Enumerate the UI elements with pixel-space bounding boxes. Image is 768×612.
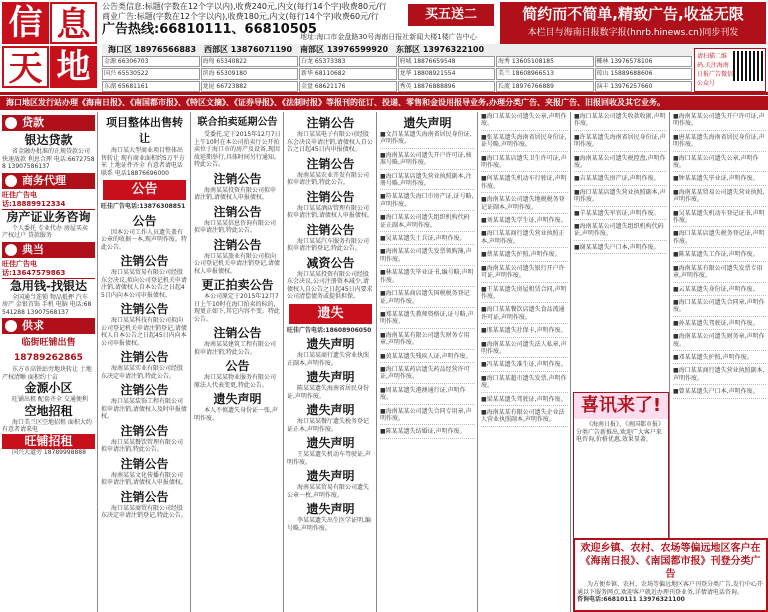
notice-line: ■文昌某某遗失海南省居民身份证,声明作废。	[380, 131, 475, 149]
notice-line: ■羊某某遗失军官证,声明作废。	[574, 210, 667, 220]
ad-body: 李某某遗失出生医学证明,编号略,声明作废。	[287, 517, 371, 532]
ad-body: 陈某某遗失海南省居民身份证,声明作废。	[287, 385, 370, 400]
welcome-box	[573, 538, 768, 612]
notice-line: ■海南某某有限公司遗失企业法人营业执照副本,声明作废。	[481, 409, 568, 427]
notice-list	[574, 113, 667, 254]
ad-title: 注销公告	[120, 350, 169, 364]
ad-body: 海口某某贸易有限公司经股东会决议,拟向公司登记机关申请注销,请债权人自本公告之日起45日内向本公司申报债权。	[101, 269, 187, 299]
notice-line: ■王某某遗失房屋租赁合同,声明作废。	[481, 286, 568, 304]
ad-body: 海口某某科技有限公司拟向公司登记机关申请注销登记,请债权人自本公告之日起45日内向本公司申报债权。	[101, 317, 187, 347]
notice-line: ■曾某某遗失户口本,声明作废。	[673, 388, 766, 398]
ad-title: 空地招租	[24, 403, 73, 418]
ad-title: 更正拍卖公告	[201, 278, 274, 292]
ad-body: 因本公司工作人员遗失盖有公章的收据一本,现声明作废。特此公告。	[101, 228, 187, 251]
office-phone: 东部区 13976322100	[396, 45, 485, 54]
ad-body: 海口某某投资有限公司经股东会决议,公司注册资本减少,请债权人自公告之日起45日内要求公司清偿债务或提供担保。	[287, 270, 373, 300]
notice-line: ■海口某某公司遗失公章,声明作废。	[673, 155, 766, 173]
column-8	[671, 112, 768, 612]
ad-body: 海口某某餐饮管理有限公司拟申请注销,特此公告。	[101, 438, 184, 453]
notice-line: ■海口某某公司遗失收款收据,声明作废。	[574, 113, 667, 131]
ad-title: 注销公告	[120, 383, 169, 397]
notice-line: ■钟某某遗失毕业证,声明作废。	[673, 175, 766, 185]
masthead	[0, 0, 768, 95]
ad-title: 遗失声明	[306, 337, 355, 351]
notice-line: ■谢某某遗失户口本,声明作废。	[574, 244, 667, 254]
column-6	[479, 112, 571, 612]
ad-body: 省金融办批准的正规贷款公司 快速放款 利息合理 电话:66727588 13907586137	[2, 148, 95, 170]
ad-title: 遗失声明	[306, 502, 355, 516]
ad-title: 公告	[225, 359, 250, 373]
ad-body: 海南某某建筑工程有限公司拟申请注销,特此公告。	[194, 341, 277, 356]
ad-body: 全国通当连锁 物品抵押 汽车 房产 金银首饰 手机 电脑 电话:68541288 13907568137	[2, 293, 92, 316]
ad-body: 海口某大型商业项目整体出售转让 现有商业面积约5万平方米 土地证件齐全 有意者请电话联系 电话18876696000	[101, 147, 185, 177]
ad-body: 海南某某文化传播有限公司拟申请注销,请债权人申报债权。	[101, 471, 187, 486]
notice-line: ■唐某某遗失海南省居民身份证,声明作废。	[673, 134, 766, 152]
column-5	[378, 112, 478, 612]
ad-body: 旺铺出租 配套齐全 交通便利	[12, 396, 88, 403]
pawn-icon	[5, 244, 17, 256]
ad-body: 王某某遗失机动车驾驶证,声明作废。	[287, 451, 371, 466]
column-4	[285, 112, 377, 612]
notice-line: ■海口某某店遗失卫生许可证,声明作废。	[481, 155, 568, 173]
ad-title: 银达贷款	[24, 133, 73, 147]
ad-title: 项目整体出售转让	[106, 116, 183, 145]
notice-line: ■海南某某公司遗失地税税务登记证副本,声明作废。	[481, 196, 568, 214]
welcome-title: 欢迎乡镇、农村、农场等偏远地区客户在《海南日报》、《南国都市报》刊登分类广告	[580, 543, 761, 580]
office-phone: 南部区 13976599920	[300, 45, 389, 54]
ad-title: 急用钱-找银达	[10, 278, 87, 293]
notice-line: ■陈某某遗失工作证,声明作废。	[673, 251, 766, 261]
ad-title: 遗失声明	[306, 469, 355, 483]
qr-caption: 请扫描二维码,关注海南日报广告微信公众号	[697, 53, 734, 87]
notice-line: ■梁某某遗失驾驶证,声明作废。	[481, 396, 568, 406]
office-phone: 西部区 13876071190	[204, 45, 293, 54]
section-tag: 贷款	[2, 115, 95, 131]
notice-line: ■海口某某店遗失营业执照副本,声明作废。	[574, 189, 667, 207]
notice-line: ■陈某某遗失结婚证,声明作废。	[380, 428, 475, 438]
price-line: 商业广告:标题(字数在12个字以内),收费180元,内文(每行14个字)收费60元/行	[102, 12, 379, 21]
ad-title: 注销公告	[213, 237, 262, 252]
notice-line: ■许某某遗失海南省居民身份证,声明作废。	[574, 134, 667, 152]
notice-line: ■海南某某公司遗失银行开户许可证,声明作废。	[481, 265, 568, 283]
ad-title: 遗失声明	[306, 370, 355, 384]
welcome-phone: 咨询电话:66810111 13976321100	[577, 596, 685, 603]
ad-title: 临街旺铺出售 18789262865	[14, 338, 83, 363]
notice-line: ■海口某某店遗失税务登记证,声明作废。	[673, 230, 766, 248]
ad-title: 注销公告	[306, 222, 355, 237]
ad-body: 海口某某电子有限公司经股东会决议申请注销,请债权人自公告之日起45日内申报债权。	[287, 131, 373, 153]
ad-body: 海南某某农业开发有限公司拟申请注销,特此公告。	[287, 171, 370, 186]
notice-line: ■何某某遗失机动车行驶证,声明作废。	[481, 175, 568, 193]
office-phone: 海口区 18976566883	[108, 45, 197, 54]
notice-line: ■吴某某遗失士兵证,声明作废。	[380, 235, 475, 245]
good-news-box	[573, 392, 669, 552]
notice-line: ■海南某某公司遗失法人私章,声明作废。	[481, 341, 568, 359]
notice-line: ■邓某某遗失护照,声明作废。	[673, 354, 766, 364]
ad-body: 本人不慎遗失身份证一张,声明作废。	[194, 407, 278, 422]
notice-line: ■周某某遗失港澳通行证,声明作废。	[380, 387, 475, 405]
logo-char: 天	[2, 46, 49, 88]
ad-body: 海口某某旅业有限公司拟向公司登记机关申请注销登记,请债权人申报债权。	[194, 252, 280, 275]
ad-body: 海口某某酒店管理有限公司拟申请注销,请债权人申报债权。	[287, 204, 373, 219]
ad-title: 联合拍卖延期公告	[197, 117, 278, 128]
section-tag: 典当	[2, 242, 95, 258]
notice-line: ■海口某某餐饮店遗失食品流通许可证,声明作废。	[481, 306, 568, 324]
slogan-box	[500, 2, 766, 44]
notice-line: ■海口某某药店遗失药品经营许可证,声明作废。	[380, 366, 475, 384]
announcement-banner: 公告	[103, 180, 186, 200]
notice-line: ■海南某某有限公司遗失财务专用章,声明作废。	[380, 332, 475, 350]
notice-list	[673, 113, 766, 399]
ad-phone: 旺佳广告电话:18889912334	[2, 191, 95, 210]
ad-phone: 旺佳广告电话:18608906050	[287, 326, 372, 334]
ad-body: 海南某某实业有限公司经股东决定申请注销,特此公告。	[101, 365, 184, 380]
notice-line: ■刘某某遗失学生证,声明作废。	[481, 217, 568, 227]
section-tag: 供求	[2, 318, 95, 334]
notice-line: ■海口某某商行遗失营业执照正本,声明作废。	[481, 230, 568, 248]
ad-body: 海南某某贸易有限公司遗失公章一枚,声明作废。	[287, 484, 370, 499]
qr-code[interactable]	[694, 48, 766, 92]
ad-title: 旺铺招租	[2, 434, 95, 449]
ad-title: 减资公告	[306, 255, 355, 270]
ad-title: 注销公告	[306, 116, 355, 130]
masthead-logo	[2, 2, 100, 90]
logo-char: 信	[2, 2, 49, 44]
notice-line: ■云某某遗失身份证,声明作废。	[673, 286, 766, 296]
notice-line: ■海南某某有限公司遗失发票专用章,声明作废。	[673, 265, 766, 283]
ad-title: 遗失声明	[403, 116, 452, 130]
classifieds	[0, 112, 768, 612]
slogan: 简约而不简单,精致广告,收益无限	[522, 5, 744, 23]
notice-line: ■蔡某某遗失护照,声明作废。	[481, 251, 568, 261]
notice-line: ■郑某某遗失教师资格证,证号略,声明作废。	[380, 311, 475, 329]
notice-line: ■海口某某公司遗失公章,声明作废。	[481, 113, 568, 131]
ad-body: 海口某某信息咨询有限公司拟申请注销,特此公告。	[194, 219, 277, 234]
notice-list	[380, 131, 475, 439]
ad-phone: 旺佳广告电话:13876308851	[101, 203, 186, 210]
ad-body: 海口美兰区空地招租 面积大约 有意者请来电	[2, 418, 92, 433]
notice-line: ■海口某某商行遗失营业执照副本,声明作废。	[673, 367, 766, 385]
notice-line: ■孙某某遗失驾驶证,声明作废。	[673, 320, 766, 330]
handshake-icon	[5, 320, 17, 332]
lost-banner: 遗失	[289, 304, 372, 324]
ad-title: 注销公告	[213, 204, 262, 219]
column-3	[192, 112, 284, 612]
ad-body: 海口某某商贸有限公司经股东决定申请注销登记,特此公告。	[101, 504, 187, 519]
ad-body: 海口某某装饰工程有限公司拟申请注销,请债权人及时申报债权。	[101, 398, 187, 420]
good-news-title: 喜讯来了!	[574, 393, 668, 419]
ad-title: 金源小区	[24, 381, 73, 395]
notice-line: ■海南某某公司遗失开户许可证,声明作废。	[673, 113, 766, 131]
ad-body: 国兴大道旁 18789998888	[12, 448, 86, 456]
ad-title: 注销公告	[120, 254, 169, 268]
ad-title: 注销公告	[213, 326, 262, 340]
logo-char: 地	[50, 46, 97, 88]
ad-title: 遗失声明	[306, 403, 355, 417]
ad-title: 遗失声明	[213, 392, 262, 406]
ad-body: 海口某某汽车服务有限公司拟申请注销登记,特此公告。	[287, 237, 370, 252]
office-bar	[102, 44, 766, 56]
notice-line: ■海口某某公司遗失合同章,声明作废。	[673, 299, 766, 317]
section-tag: 商务代理	[2, 173, 95, 189]
notice-line: ■海口某某公司遗失组织机构代码证正副本,声明作废。	[380, 214, 475, 232]
slogan-sub: 本栏目与海南日报数字报(hnrb.hinews.cn)同步刊发	[527, 28, 739, 38]
ad-body: 海口某某餐厅遗失税务登记证正本,声明作废。	[287, 418, 370, 433]
notice-line: ■符某某遗失海口市房产证,证号略,声明作废。	[380, 193, 475, 211]
ad-body: 本公司原定于2015年12月7日上午10时在海口拍卖的标的,现更正如下,其它内容不变。特此公告。	[194, 293, 280, 323]
ad-phone: 旺佳广告电话:13647579863	[2, 260, 95, 279]
notice-line: ■海南某某公司遗失合同专用章,声明作废。	[380, 408, 475, 426]
price-line: 公告类信息:标题(字数在12个字以内),收费240元,内文(每行14个字)收费80元/行	[102, 2, 387, 11]
notice-line: ■冯某某遗失准生证,声明作废。	[481, 361, 568, 371]
notice-line: ■海南某某公司遗失发票领购簿,声明作废。	[380, 248, 475, 266]
ad-title: 房产证业务咨询	[6, 209, 91, 224]
ad-title: 公告	[132, 213, 157, 228]
ad-body: 海口某某商行遗失营业执照正副本,声明作废。	[287, 352, 370, 367]
welcome-body: 为方便乡镇、农村、农场等偏远地区客户刊登分类广告,发行中心开通以下服务网点,欢迎客户就近办理刊登业务,详情请电话咨询。	[577, 581, 763, 596]
ad-title: 注销公告	[213, 171, 262, 186]
ad-title: 注销公告	[120, 456, 169, 471]
notice-line: ■林某某遗失毕业证书,编号略,声明作废。	[380, 269, 475, 287]
ad-body: 个人委托 专业代办 房屋买卖 产权过户 贷款服务	[2, 224, 88, 239]
column-2	[99, 112, 191, 612]
notice-line: ■海口某某超市遗失发票,声明作废。	[481, 375, 568, 393]
notice-line: ■张某某遗失海南省居民身份证,证号略,声明作废。	[481, 134, 568, 152]
ad-title: 遗失声明	[306, 436, 355, 450]
ad-title: 注销公告	[120, 302, 169, 316]
ad-body: 海口某某物业服务有限公司原法人代表变更,特此公告。	[194, 374, 277, 389]
hotline: 广告热线:66810111、66810505	[102, 22, 317, 37]
address: 地址:海口市金盘路30号海南日报社新闻大楼1楼广告中心	[300, 33, 477, 41]
notice-list	[481, 113, 568, 427]
ad-title: 注销公告	[306, 156, 355, 171]
notice-line: ■海口某某商店遗失国税税务登记证,声明作废。	[380, 290, 475, 308]
ad-body: 东方市高铁站旁地块转让 土地产权清晰 面积约十亩	[2, 366, 92, 381]
ad-title: 注销公告	[120, 423, 169, 438]
notice-line: ■吴某某遗失机动车登记证书,声明作废。	[673, 210, 766, 228]
notice-line: ■邢某某遗失社保卡,声明作废。	[481, 327, 568, 337]
agent-grid: 金源 66306703 海甸 65340822 白龙 65373383 府城 18876659548 海秀 13605108185 椰林 13976578106 国兴 65530522 滨海 65309180 新华 68110682 龙华 18808921554 美兰 18608966513 琼山 15889688606 东湖 65681161 龙昆 66723882 金盘 68621176 秀英 18876888896 长流 18976766889 演丰 13976257660	[102, 56, 692, 92]
distribution-band: 海口地区发行站办理《海南日报》、《南国都市报》、《特区文摘》、《证券导报》、《法制时报》等报刊的征订、投递、零售和金设用报导业务,办理分类广告、夹报广告、旧报回收及其它业务。	[0, 96, 768, 110]
qr-code-icon	[733, 51, 763, 81]
ad-body: 受委托,定于2015年12月7日上午10时在本公司拍卖厅公开拍卖位于海口市的房产及设备,现因故延期举行,具体时间另行通知。特此公告。	[194, 131, 281, 168]
notice-line: ■海南某某公司遗失财务章,声明作废。	[673, 333, 766, 351]
notice-line: ■海南某某公司遗失开户许可证,核准号略,声明作废。	[380, 152, 475, 170]
money-icon	[5, 117, 17, 129]
good-news-body: 《海南日报》、《南国都市报》分类广告新推出,欢迎广大客户来电咨询,价格优惠,效果显著。	[576, 421, 665, 443]
column-1	[0, 112, 98, 612]
notice-line: ■海南某某公司遗失税控盘,声明作废。	[574, 155, 667, 173]
notice-line: ■海南某某公司遗失组织机构代码证,声明作废。	[574, 223, 667, 241]
briefcase-icon	[5, 175, 17, 187]
logo-char: 息	[50, 2, 97, 44]
notice-line: ■海口某某店遗失营业执照副本,注册号略,声明作废。	[380, 173, 475, 191]
ad-body: 海南某某投资有限公司拟申请注销,请债权人申报债权。	[194, 186, 277, 201]
notice-line: ■黄某某遗失残疾人证,声明作废。	[380, 353, 475, 363]
promo-badge: 买五送二	[408, 4, 494, 26]
ad-title: 注销公告	[120, 489, 169, 504]
ad-title: 注销公告	[306, 189, 355, 204]
notice-line: ■吉某某遗失房产证,声明作废。	[574, 175, 667, 185]
notice-line: ■海南某某贸易公司遗失营业执照,声明作废。	[673, 189, 766, 207]
